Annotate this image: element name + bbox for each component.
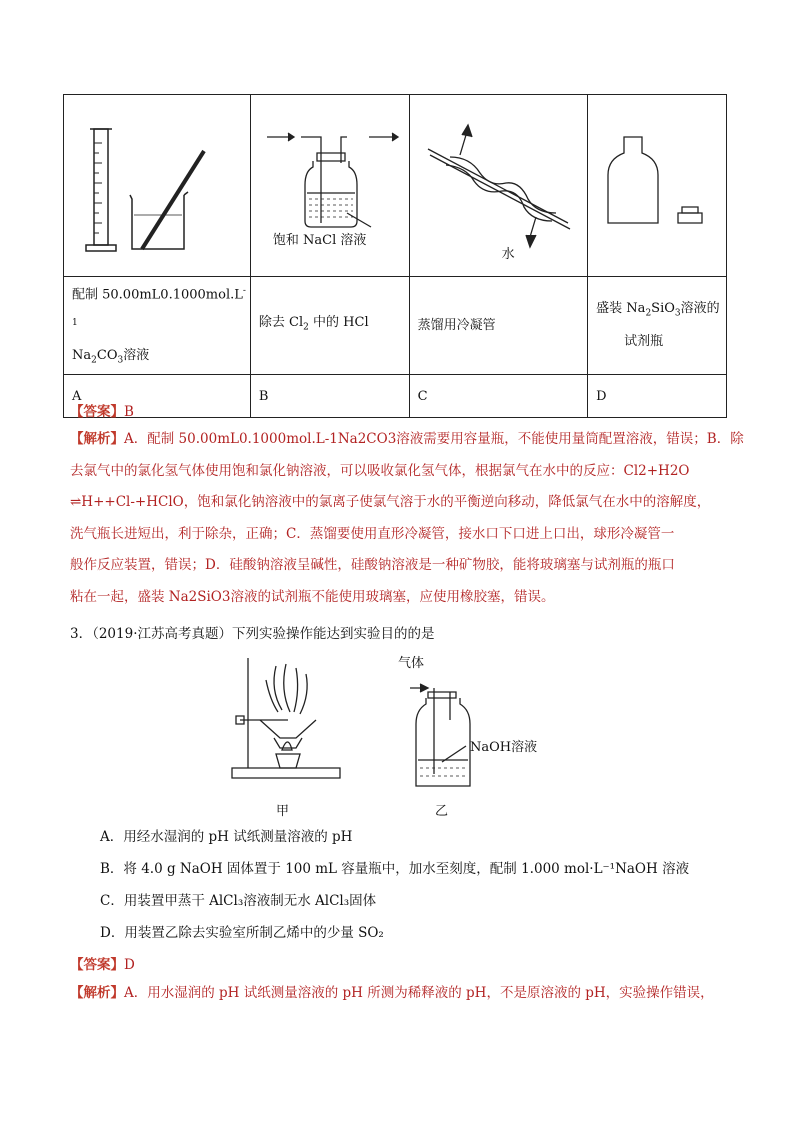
cell-image-d <box>588 95 727 277</box>
desc-d-text-3: 试剂瓶 <box>624 333 664 349</box>
desc-a-superscript: -1 <box>72 286 246 329</box>
option-label-c: C <box>409 375 588 418</box>
analysis-tag: 【解析】 <box>70 985 124 1001</box>
table-row-labels <box>64 375 727 418</box>
option-b: B．将 4.0 g NaOH 固体置于 100 mL 容量瓶中，加水至刻度，配制 1.000 mol·L⁻¹NaOH 溶液 <box>100 861 690 877</box>
cell-image-c <box>409 95 588 277</box>
option-d: D．用装置乙除去实验室所制乙烯中的少量 SO₂ <box>100 925 384 941</box>
desc-b-text-2: 中的 HCl <box>313 315 369 331</box>
option-label-d: D <box>588 375 727 418</box>
gas-washing-bottle-image <box>251 95 410 276</box>
desc-a-co: CO <box>96 347 118 363</box>
desc-d-text: 盛装 Na <box>596 301 646 317</box>
analysis-line-5: 般作反应装置，错误；D．硅酸钠溶液呈碱性，硅酸钠溶液是一种矿物胶，能将玻璃塞与试剂瓶的瓶口 <box>70 557 675 573</box>
desc-d-text-2: 溶液的 <box>680 301 720 317</box>
desc-c-text: 蒸馏用冷凝管 <box>417 317 496 333</box>
analysis-1 <box>70 424 744 613</box>
cell-desc-d: 盛装 $Na_2SiO_3$溶液的 试剂瓶 <box>588 277 727 375</box>
analysis-line-1: A．配制 50.00mL0.1000mol.L-1Na2CO3溶液需要用容量瓶，不能使用量筒配置溶液，错误；B．除 <box>124 431 744 447</box>
desc-a-solution: 溶液 <box>123 347 150 363</box>
gas-label: 气体 <box>398 656 425 671</box>
answer-value: D <box>124 957 135 973</box>
bulb-condenser-image <box>410 95 589 276</box>
option-c: C．用装置甲蒸干 AlCl₃溶液制无水 AlCl₃固体 <box>100 893 377 909</box>
analysis-tag: 【解析】 <box>70 431 124 447</box>
reagent-bottle-image <box>588 95 727 276</box>
answer-2 <box>70 953 135 973</box>
cell-desc-a: 配制 $50.00mL0.1000mol.L^{-1}$ $Na_2CO_3$溶液 <box>64 277 251 375</box>
table-row-images <box>64 95 727 277</box>
desc-b-text: 除去 Cl <box>258 315 304 331</box>
saturated-nacl-label: 饱和 NaCl 溶液 <box>272 233 367 248</box>
apparatus-jia-label: 甲 <box>276 804 290 819</box>
water-label: 水 <box>501 247 515 262</box>
cell-image-b <box>250 95 409 277</box>
cell-desc-c <box>409 277 588 375</box>
cell-image-a <box>64 95 251 277</box>
option-label-a: A <box>64 375 251 418</box>
graduated-cylinder-beaker-image <box>64 95 251 276</box>
table-row-descriptions <box>64 277 727 375</box>
answer-tag: 【答案】 <box>70 957 124 973</box>
apparatus-yi-label: 乙 <box>435 804 449 819</box>
desc-a-na: Na <box>72 347 92 363</box>
desc-a-text: 配制 50.00mL0.1000mol.L <box>72 287 243 303</box>
option-label-b: B <box>250 375 409 418</box>
analysis-line-3: ⇌H++Cl-+HClO，饱和氯化钠溶液中的氯离子使氯气溶于水的平衡逆向移动，降低氯气在水中的溶解度， <box>70 494 711 510</box>
answer-1 <box>70 400 134 420</box>
option-a: A．用经水湿润的 pH 试纸测量溶液的 pH <box>100 829 353 845</box>
answer-value: B <box>124 404 134 420</box>
question-3-title: 3．（2019·江苏高考真题）下列实验操作能达到实验目的的是 <box>70 626 435 642</box>
analysis-2 <box>70 978 725 1010</box>
analysis-2-text: A．用水湿润的 pH 试纸测量溶液的 pH 所测为稀释液的 pH，不是原溶液的 pH，实验操作错误， <box>124 985 714 1001</box>
question-3-figure <box>230 650 570 824</box>
analysis-line-2: 去氯气中的氯化氢气体使用饱和氯化钠溶液，可以吸收氯化氢气体，根据氯气在水中的反应：Cl2+H2O <box>70 462 690 479</box>
answer-tag: 【答案】 <box>70 404 124 420</box>
analysis-line-4: 洗气瓶长进短出，利于除杂，正确；C．蒸馏要使用直形冷凝管，接水口下口进上口出，球形冷凝管一 <box>70 525 675 542</box>
cell-desc-b: 除去 $Cl_2$ 中的 HCl <box>250 277 409 375</box>
options-table <box>63 94 727 418</box>
analysis-line-6: 粘在一起，盛装 Na2SiO3溶液的试剂瓶不能使用玻璃塞，应使用橡胶塞，错误。 <box>70 588 555 605</box>
naoh-solution-label: NaOH溶液 <box>470 740 538 755</box>
apparatus-figure <box>230 650 570 820</box>
desc-d-sio: SiO <box>651 301 675 317</box>
